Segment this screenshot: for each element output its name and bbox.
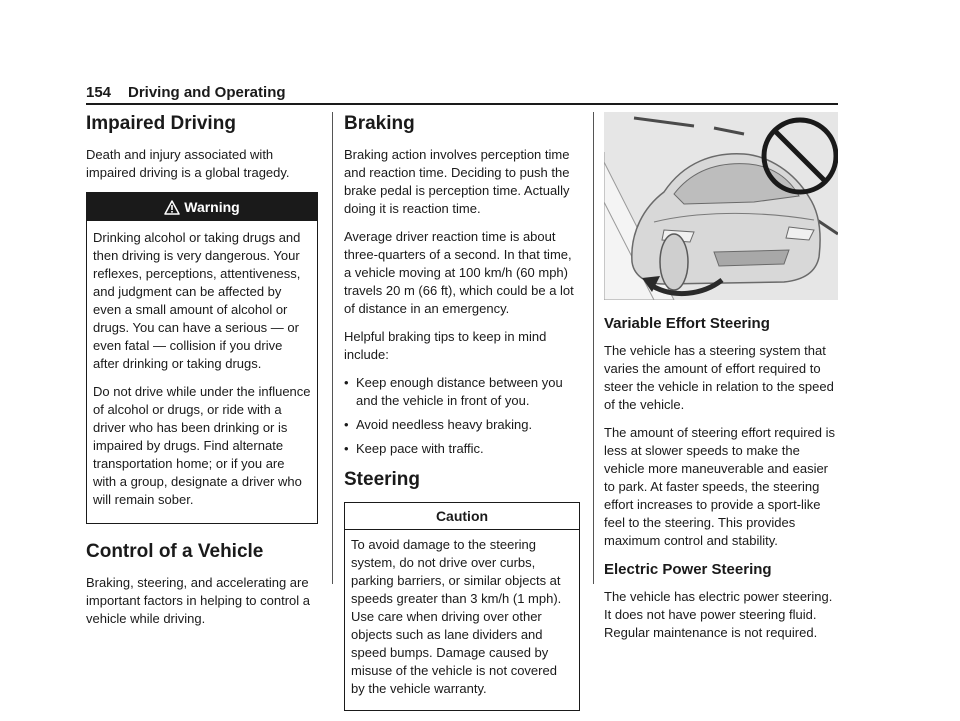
- warning-label: Warning: [184, 199, 240, 215]
- column-right: [604, 112, 840, 652]
- braking-text: Braking action involves perception time and reaction time. Deciding to push the brake pedal is perception time. Actually doing it is reaction time.: [344, 147, 570, 216]
- warning-text: Do not drive while under the influence of alcohol or drugs, or ride with a driver who has been drinking or is impaired by drugs. Find alternate transportation home; or if you are with a group, designate a driver who will remain sober.: [93, 384, 311, 507]
- braking-heading: Braking: [344, 113, 415, 134]
- electric-power-steering-heading: Electric Power Steering: [604, 561, 772, 578]
- warning-body: [87, 221, 317, 523]
- column-divider: [593, 112, 594, 584]
- braking-text: Helpful braking tips to keep in mind include:: [344, 329, 547, 362]
- control-heading: Control of a Vehicle: [86, 541, 264, 562]
- column-middle: [344, 112, 580, 721]
- warning-header: [87, 193, 317, 221]
- list-item: • Keep enough distance between you and the vehicle in front of you.: [344, 375, 563, 408]
- variable-effort-heading: Variable Effort Steering: [604, 315, 770, 332]
- caution-box: [344, 502, 580, 711]
- steering-heading: Steering: [344, 469, 421, 490]
- electric-power-steering-text: The vehicle has electric power steering. It does not have power steering fluid. Regular maintenance is not required.: [604, 589, 833, 640]
- list-item: • Keep pace with traffic.: [344, 441, 484, 456]
- bullet-icon: •: [344, 441, 349, 456]
- caution-text: To avoid damage to the steering system, do not drive over curbs, parking barriers, or similar objects at speeds greater than 3 km/h (1 mph). Use care when driving over other objects such as lane dividers and speed bumps. Damage caused by misuse of the vehicle is not covered by the vehicle warranty.: [351, 537, 562, 696]
- header-rule: [86, 103, 838, 105]
- impaired-driving-intro: Death and injury associated with impaired driving is a global tragedy.: [86, 147, 290, 180]
- warning-box: [86, 192, 318, 524]
- column-left: [86, 112, 318, 638]
- section-title: Driving and Operating: [128, 84, 286, 101]
- caution-header: Caution: [345, 503, 579, 530]
- braking-text: Average driver reaction time is about three-quarters of a second. In that time, a vehicle moving at 100 km/h (60 mph) travels 20 m (66 ft), which could be a lot of distance in an emergency.: [344, 229, 574, 316]
- variable-effort-text: The amount of steering effort required is less at slower speeds to make the vehicle more maneuverable and easier to park. At faster speeds, the steering effort increases to provide a sport-like feel to the steering. This provides maximum control and stability.: [604, 425, 835, 548]
- control-text: Braking, steering, and accelerating are important factors in helping to control a vehicle while driving.: [86, 575, 311, 626]
- warning-triangle-icon: [164, 200, 180, 215]
- caution-body: [345, 530, 579, 710]
- page-header: [86, 84, 838, 104]
- variable-effort-text: The vehicle has a steering system that varies the amount of effort required to steer the vehicle in relation to the speed of the vehicle.: [604, 343, 834, 412]
- list-item: • Avoid needless heavy braking.: [344, 417, 533, 432]
- column-divider: [332, 112, 333, 584]
- bullet-icon: •: [344, 417, 349, 432]
- car-curb-illustration: [604, 112, 838, 300]
- bullet-icon: •: [344, 375, 349, 390]
- impaired-driving-heading: Impaired Driving: [86, 113, 236, 134]
- page-number: 154: [86, 84, 112, 101]
- warning-text: Drinking alcohol or taking drugs and then driving is very dangerous. Your reflexes, perceptions, attentiveness, and judgment can be affected by even a small amount of alcohol or drugs. You can have a serious — or even fatal — collision if you drive after drinking or taking drugs.: [93, 230, 301, 371]
- braking-tips-list: [344, 374, 580, 458]
